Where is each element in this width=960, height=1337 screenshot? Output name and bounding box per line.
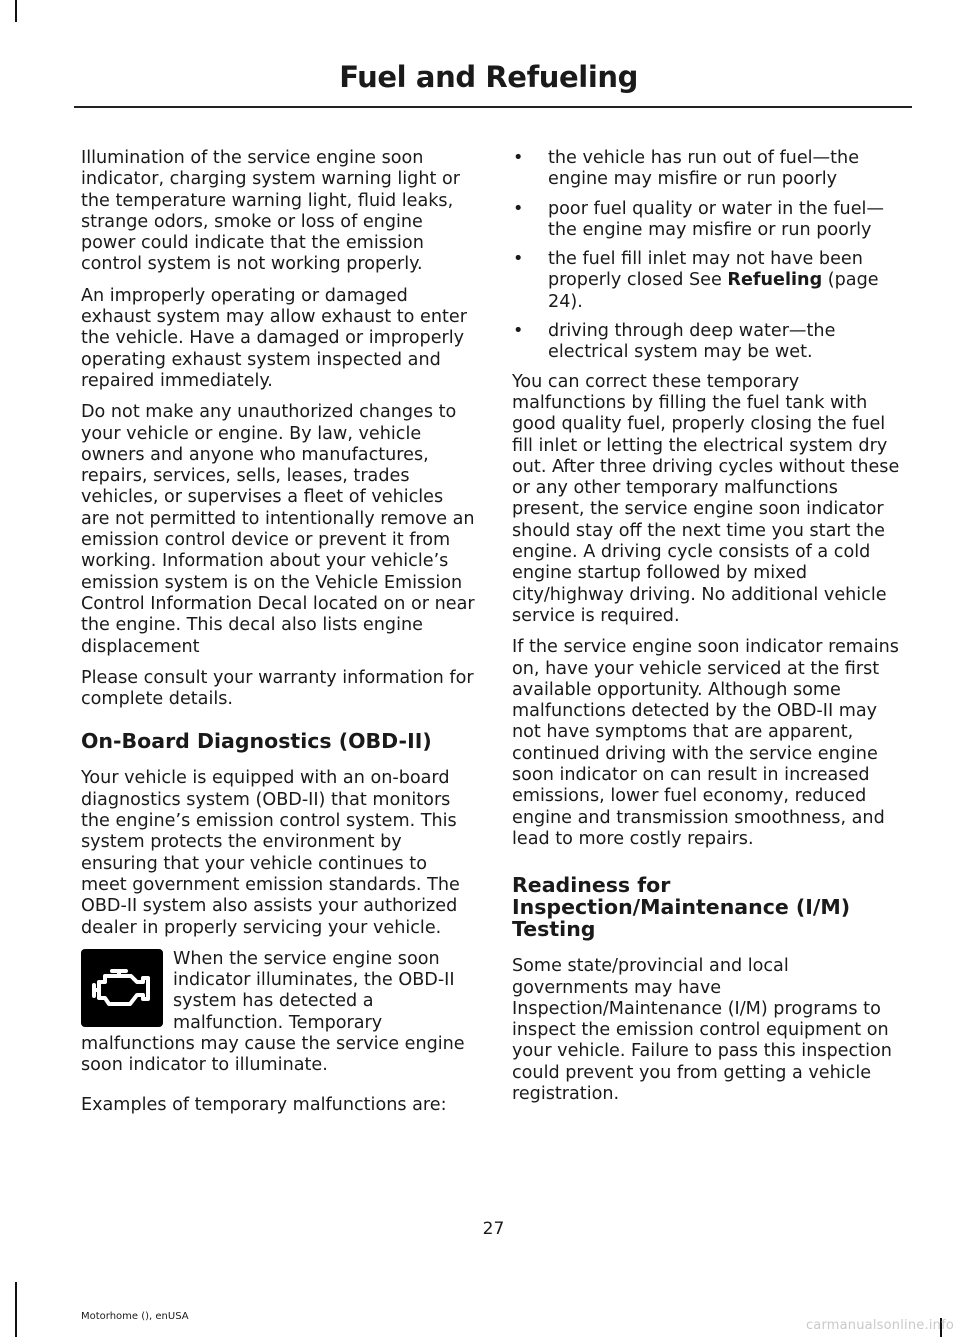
paragraph: An improperly operating or damaged exhaust system may allow exhaust to enter the vehicle. Have a damaged or improperly operating exhaust system inspected and repaired immediately. <box>81 285 467 391</box>
right-column <box>512 148 908 1115</box>
crop-mark-top-left <box>15 0 17 22</box>
check-engine-icon <box>81 949 163 1027</box>
list-item <box>512 249 908 313</box>
paragraph: If the service engine soon indicator remains on, have your vehicle serviced at the first available opportunity. Although some malfunctions detected by the OBD-II may not have symptoms that are apparent, continued driving with the service engine soon indicator on can result in increased emissions, lower fuel economy, reduced engine and transmission smoothness, and lead to more costly repairs. <box>512 637 899 849</box>
paragraph: Some state/provincial and local governments may have Inspection/Maintenance (I/M) programs to inspect the emission control equipment on your vehicle. Failure to pass this inspection could prevent you from getting a vehicle registration. <box>512 956 892 1104</box>
paragraph: Please consult your warranty information for complete details. <box>81 667 474 710</box>
watermark: carmanualsonline.info <box>805 1318 954 1333</box>
list-item <box>512 148 908 191</box>
section-heading-readiness: Readiness for Inspection/Maintenance (I/M) Testing <box>512 873 851 942</box>
list-item-text: poor fuel quality or water in the fuel—the engine may misfire or run poorly <box>548 198 885 240</box>
page-number: 27 <box>482 1219 505 1239</box>
bullet-marker: • <box>513 321 524 342</box>
paragraph: When the service engine soon indicator illuminates, the OBD-II system has detected a malfunction. Temporary malfunctions may cause the service engine soon indicator to illuminate. <box>81 948 465 1076</box>
paragraph: Your vehicle is equipped with an on-board diagnostics system (OBD-II) that monitors the engine’s emission control system. This system protects the environment by ensuring that your vehicle continues to meet government emission standards. The OBD-II system also assists your authorized dealer in properly servicing your vehicle. <box>81 768 460 938</box>
bullet-marker: • <box>513 148 524 168</box>
indicator-note <box>81 949 476 1077</box>
list-item-text: (page 24). <box>548 270 879 312</box>
crop-mark-bottom-left <box>15 1282 17 1337</box>
bullet-marker: • <box>513 198 524 219</box>
paragraph: Illumination of the service engine soon indicator, charging system warning light or the temperature warning light, fluid leaks, strange odors, smoke or loss of engine power could indicate that the emission control system is not working properly. <box>81 148 460 275</box>
list-item-text: driving through deep water—the electrical system may be wet. <box>548 321 836 363</box>
paragraph: Do not make any unauthorized changes to your vehicle or engine. By law, vehicle owners and anyone who manufactures, repairs, services, sells, leases, trades vehicles, or supervises a fleet of vehicles are not permitted to intentionally remove an emission control device or prevent it from working. Information about your vehicle’s emission system is on the Vehicle Emission Control Information Decal located on or near the engine. This decal also lists engine displacement <box>81 402 475 657</box>
paragraph: You can correct these temporary malfunctions by filling the fuel tank with good quality fuel, properly closing the fuel fill inlet or letting the electrical system dry out. After three driving cycles without these or any other temporary malfunctions present, the service engine soon indicator should stay off the next time you start the engine. A driving cycle consists of a cold engine startup followed by mixed city/highway driving. No additional vehicle service is required. <box>512 371 900 626</box>
list-item <box>512 199 908 242</box>
refueling-link[interactable]: Refueling <box>727 270 823 291</box>
paragraph: Examples of temporary malfunctions are: <box>81 1094 447 1115</box>
section-heading-obd: On-Board Diagnostics (OBD-II) <box>81 729 432 754</box>
page-title: Fuel and Refueling <box>339 60 638 94</box>
list-item-text: the vehicle has run out of fuel—the engine may misfire or run poorly <box>548 148 860 190</box>
list-item <box>512 321 908 364</box>
list-item-text: the fuel fill inlet may not have been properly closed See <box>548 249 863 291</box>
header-divider <box>74 106 912 108</box>
bullet-marker: • <box>513 249 524 270</box>
left-column <box>81 148 476 1126</box>
document-info: Motorhome (), enUSA <box>81 1311 189 1322</box>
